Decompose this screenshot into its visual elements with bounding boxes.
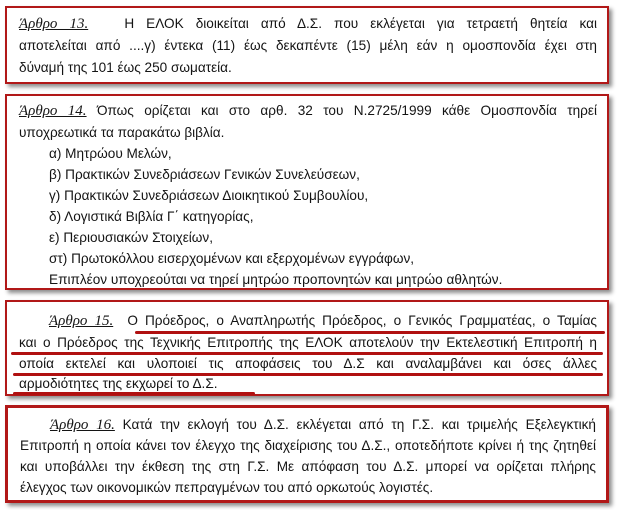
article-16-line-3: και υποβάλλει την έκθεση της στη Γ.Σ. Με απόφαση του Δ.Σ. μπορεί να ορίζεται πλήρης: [20, 459, 596, 474]
article-14-heading: Άρθρο 14.: [19, 103, 87, 119]
article-16-line-2: Επιτροπή η οποία κάνει τον έλεγχο της διαχείρισης του Δ.Σ., οποτεδήποτε κρίνει ή της ζητηθεί: [20, 438, 596, 453]
article-15-line-3: οποία εκτελεί και υλοποιεί τις αποφάσεις του Δ.Σ και αναλαμβάνει και όσες άλλες: [19, 356, 597, 371]
article-14-line-1: Άρθρο 14. Όπως ορίζεται και στο αρθ. 32 του Ν.2725/1999 κάθε Ομοσπονδία τηρεί: [19, 103, 597, 119]
article-14-item: β) Πρακτικών Συνεδριάσεων Γενικών Συνελεύσεων,: [49, 167, 360, 182]
article-14-item: δ) Λογιστικά Βιβλία Γ΄ κατηγορίας,: [49, 209, 254, 224]
article-15-line-2: και ο Πρόεδρος της Τεχνικής Επιτροπής της ΕΛΟΚ αποτελούν την Εκτελεστική Επιτροπή η: [19, 335, 597, 350]
article-13-heading: Άρθρο 13.: [19, 16, 89, 32]
article-14-box: [5, 94, 609, 290]
article-13-line-3: δύναμή της 101 έως 250 σωματεία.: [19, 60, 232, 75]
article-14-item: στ) Πρωτοκόλλου εισερχομένων και εξερχομένων εγγράφων,: [49, 251, 415, 266]
article-15-line-4: αρμοδιότητες της εκχωρεί το Δ.Σ.: [19, 376, 218, 391]
article-16-line-1: Άρθρο 16. Κατά την εκλογή του Δ.Σ. εκλέγεται από τη Γ.Σ. και τριμελής Εξελεγκτική: [50, 417, 596, 433]
article-14-item: α) Μητρώου Μελών,: [49, 146, 172, 161]
hand-underline: [13, 392, 255, 395]
article-14-item: γ) Πρακτικών Συνεδριάσεων Διοικητικού Συμβουλίου,: [49, 188, 369, 203]
article-15-box: [5, 300, 609, 396]
hand-underline: [11, 352, 603, 355]
article-16-box: [5, 405, 609, 503]
hand-underline: [135, 331, 605, 334]
hand-underline: [13, 373, 603, 376]
article-15-line-1: Άρθρο 15. Ο Πρόεδρος, ο Αναπληρωτής Πρόεδρος, ο Γενικός Γραμματέας, ο Ταμίας: [49, 313, 597, 329]
article-13-line-2: αποτελείται από ....γ) έντεκα (11) έως δεκαπέντε (15) μέλη εάν η ομοσπονδία έχει στη: [19, 38, 597, 53]
article-14-line-2: υποχρεωτικά τα παρακάτω βιβλία.: [19, 125, 225, 140]
article-13-box: [5, 6, 609, 84]
article-16-heading: Άρθρο 16.: [50, 417, 115, 433]
article-14-closing: Επιπλέον υποχρεούται να τηρεί μητρώο προπονητών και μητρώο αθλητών.: [49, 272, 503, 287]
article-16-line-4: έλεγχος των οικονομικών πεπραγμένων του από ορκωτούς λογιστές.: [20, 480, 434, 495]
article-13-line-1: Άρθρο 13. Η ΕΛΟΚ διοικείται από Δ.Σ. που εκλέγεται για τετραετή θητεία και: [19, 16, 598, 32]
article-15-heading: Άρθρο 15.: [49, 313, 114, 329]
article-14-item: ε) Περιουσιακών Στοιχείων,: [49, 230, 213, 245]
